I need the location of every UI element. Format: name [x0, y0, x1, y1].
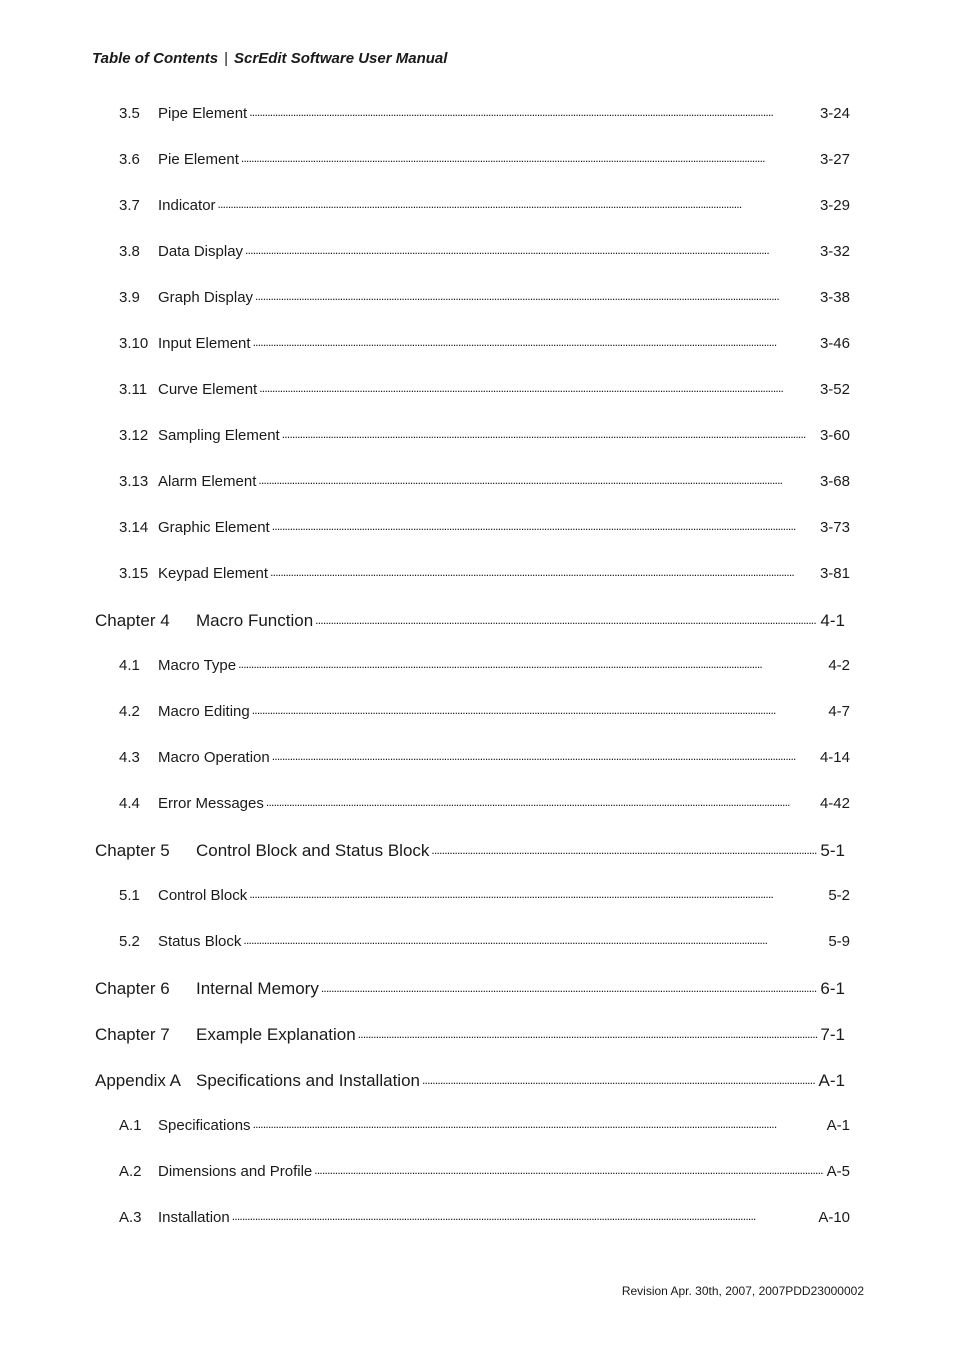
toc-entry-title: Macro Type: [158, 657, 237, 674]
toc-dot-leader: [282, 425, 817, 440]
toc-entry-page: A-1: [826, 1117, 850, 1134]
toc-entry-title: Curve Element: [158, 381, 258, 398]
toc-entry-title: Dimensions and Profile: [158, 1163, 313, 1180]
toc-entry-title: Macro Editing: [158, 703, 250, 720]
toc-entry[interactable]: [95, 977, 845, 999]
toc-entry[interactable]: [119, 885, 850, 904]
toc-entry[interactable]: [119, 241, 850, 260]
toc-entry[interactable]: [119, 1115, 850, 1134]
toc-entry-number: 4.1: [119, 657, 140, 674]
toc-dot-leader: [249, 103, 817, 118]
toc-entry-page: 3-38: [819, 289, 850, 306]
toc-entry-page: 3-32: [819, 243, 850, 260]
toc-entry-number: 4.3: [119, 749, 140, 766]
toc-entry[interactable]: [119, 931, 850, 950]
toc-entry-page: 3-24: [819, 105, 850, 122]
toc-entry-page: 3-46: [819, 335, 850, 352]
toc-dot-leader: [431, 839, 817, 856]
toc-entry-number: 3.14: [119, 519, 149, 536]
toc-entry-page: 4-42: [819, 795, 850, 812]
toc-entry-number: Appendix A: [95, 1071, 182, 1090]
toc-entry[interactable]: [95, 839, 845, 861]
toc-entry[interactable]: [119, 103, 850, 122]
toc-entry-number: 3.12: [119, 427, 149, 444]
toc-entry-title: Macro Function: [196, 611, 314, 630]
toc-entry-page: A-5: [826, 1163, 850, 1180]
toc-entry-page: 5-2: [828, 887, 850, 904]
toc-entry-number: 3.7: [119, 197, 140, 214]
toc-entry-title: Pie Element: [158, 151, 239, 168]
toc-entry[interactable]: [119, 195, 850, 214]
toc-entry[interactable]: [119, 747, 850, 766]
toc-entry-page: A-10: [818, 1209, 850, 1226]
toc-entry-page: 4-7: [828, 703, 850, 720]
toc-entry-title: Data Display: [158, 243, 244, 260]
toc-dot-leader: [253, 1115, 824, 1130]
toc-entry-title: Control Block and Status Block: [196, 841, 430, 860]
toc-entry-number: 4.2: [119, 703, 140, 720]
toc-dot-leader: [266, 793, 817, 808]
toc-entry-title: Input Element: [158, 335, 251, 352]
header-title-left: Table of Contents: [92, 50, 219, 67]
toc-entry[interactable]: [119, 333, 850, 352]
toc-entry[interactable]: [119, 701, 850, 720]
toc-entry[interactable]: [95, 1069, 845, 1091]
toc-entry-page: 3-73: [819, 519, 850, 536]
toc-entry-number: 3.9: [119, 289, 140, 306]
toc-entry[interactable]: [119, 425, 850, 444]
toc-entry-title: Status Block: [158, 933, 242, 950]
toc-entry-page: 3-27: [819, 151, 850, 168]
toc-dot-leader: [252, 701, 826, 716]
toc-entry[interactable]: [119, 563, 850, 582]
toc-entry-title: Installation: [158, 1209, 230, 1226]
toc-entry-title: Macro Operation: [158, 749, 270, 766]
toc-entry-title: Indicator: [158, 197, 216, 214]
toc-entry-title: Alarm Element: [158, 473, 257, 490]
toc-entry[interactable]: [119, 379, 850, 398]
toc-entry[interactable]: [119, 517, 850, 536]
page-footer: Revision Apr. 30th, 2007, 2007PDD23000002: [621, 1284, 864, 1298]
toc-entry-number: 3.15: [119, 565, 149, 582]
toc-entry-page: 4-2: [828, 657, 850, 674]
toc-entry-page: 3-52: [819, 381, 850, 398]
toc-entry-number: Chapter 5: [95, 841, 170, 860]
toc-entry-number: A.3: [119, 1209, 142, 1226]
toc-entry-number: 5.2: [119, 933, 140, 950]
toc-entry-number: 3.5: [119, 105, 140, 122]
toc-entry-page: 5-1: [820, 841, 845, 860]
toc-entry[interactable]: [119, 655, 850, 674]
toc-entry-number: 3.6: [119, 151, 140, 168]
toc-dot-leader: [249, 885, 825, 900]
page-header: [92, 50, 447, 67]
toc-entry[interactable]: [119, 471, 850, 490]
toc-dot-leader: [358, 1023, 818, 1040]
toc-entry-page: 4-1: [820, 611, 845, 630]
header-separator: |: [224, 50, 229, 67]
toc-dot-leader: [232, 1207, 816, 1222]
header-title-right: ScrEdit Software User Manual: [234, 50, 448, 67]
toc-dot-leader: [253, 333, 817, 348]
toc-entry[interactable]: [95, 609, 845, 631]
toc-entry-number: Chapter 4: [95, 611, 170, 630]
toc-entry-number: A.1: [119, 1117, 142, 1134]
toc-dot-leader: [255, 287, 817, 302]
toc-entry-title: Specifications and Installation: [196, 1071, 420, 1090]
toc-entry-page: 7-1: [820, 1025, 845, 1044]
toc-entry-page: A-1: [818, 1071, 845, 1090]
toc-entry-title: Example Explanation: [196, 1025, 356, 1044]
toc-entry[interactable]: [119, 287, 850, 306]
toc-entry-number: Chapter 6: [95, 979, 170, 998]
toc-entry[interactable]: [119, 793, 850, 812]
toc-entry-title: Error Messages: [158, 795, 264, 812]
toc-entry[interactable]: [119, 1161, 850, 1180]
toc-entry-page: 4-14: [819, 749, 850, 766]
toc-dot-leader: [218, 195, 817, 210]
toc-dot-leader: [270, 563, 817, 578]
toc-dot-leader: [245, 241, 817, 256]
toc-entry-title: Specifications: [158, 1117, 251, 1134]
toc-entry-title: Graph Display: [158, 289, 254, 306]
toc-entry[interactable]: [95, 1023, 845, 1045]
toc-entry-title: Graphic Element: [158, 519, 270, 536]
toc-dot-leader: [241, 149, 817, 164]
toc-entry-number: A.2: [119, 1163, 142, 1180]
toc-entry-title: Sampling Element: [158, 427, 280, 444]
toc-dot-leader: [259, 379, 817, 394]
toc-entry-number: 3.8: [119, 243, 140, 260]
toc-entry-title: Pipe Element: [158, 105, 248, 122]
toc-dot-leader: [314, 1161, 823, 1176]
toc-entry-number: 3.11: [119, 381, 148, 398]
toc-dot-leader: [238, 655, 825, 670]
toc-dot-leader: [243, 931, 825, 946]
toc-entry-title: Internal Memory: [196, 979, 319, 998]
toc-entry-page: 3-60: [819, 427, 850, 444]
toc-dot-leader: [422, 1069, 816, 1086]
toc-entry[interactable]: [119, 149, 850, 168]
toc-entry-page: 3-68: [819, 473, 850, 490]
toc-entry-page: 5-9: [828, 933, 850, 950]
toc-entry-number: Chapter 7: [95, 1025, 170, 1044]
toc-entry-number: 4.4: [119, 795, 140, 812]
toc-dot-leader: [272, 517, 817, 532]
toc-entry-title: Keypad Element: [158, 565, 269, 582]
toc-dot-leader: [315, 609, 817, 626]
toc-entry-page: 6-1: [820, 979, 845, 998]
toc-entry-page: 3-81: [819, 565, 850, 582]
toc-entry[interactable]: [119, 1207, 850, 1226]
toc-entry-title: Control Block: [158, 887, 248, 904]
toc-entry-page: 3-29: [819, 197, 850, 214]
toc-dot-leader: [272, 747, 817, 762]
toc-dot-leader: [258, 471, 817, 486]
toc-entry-number: 3.10: [119, 335, 149, 352]
toc-entry-number: 5.1: [119, 887, 140, 904]
toc-entry-number: 3.13: [119, 473, 149, 490]
toc-dot-leader: [321, 977, 818, 994]
